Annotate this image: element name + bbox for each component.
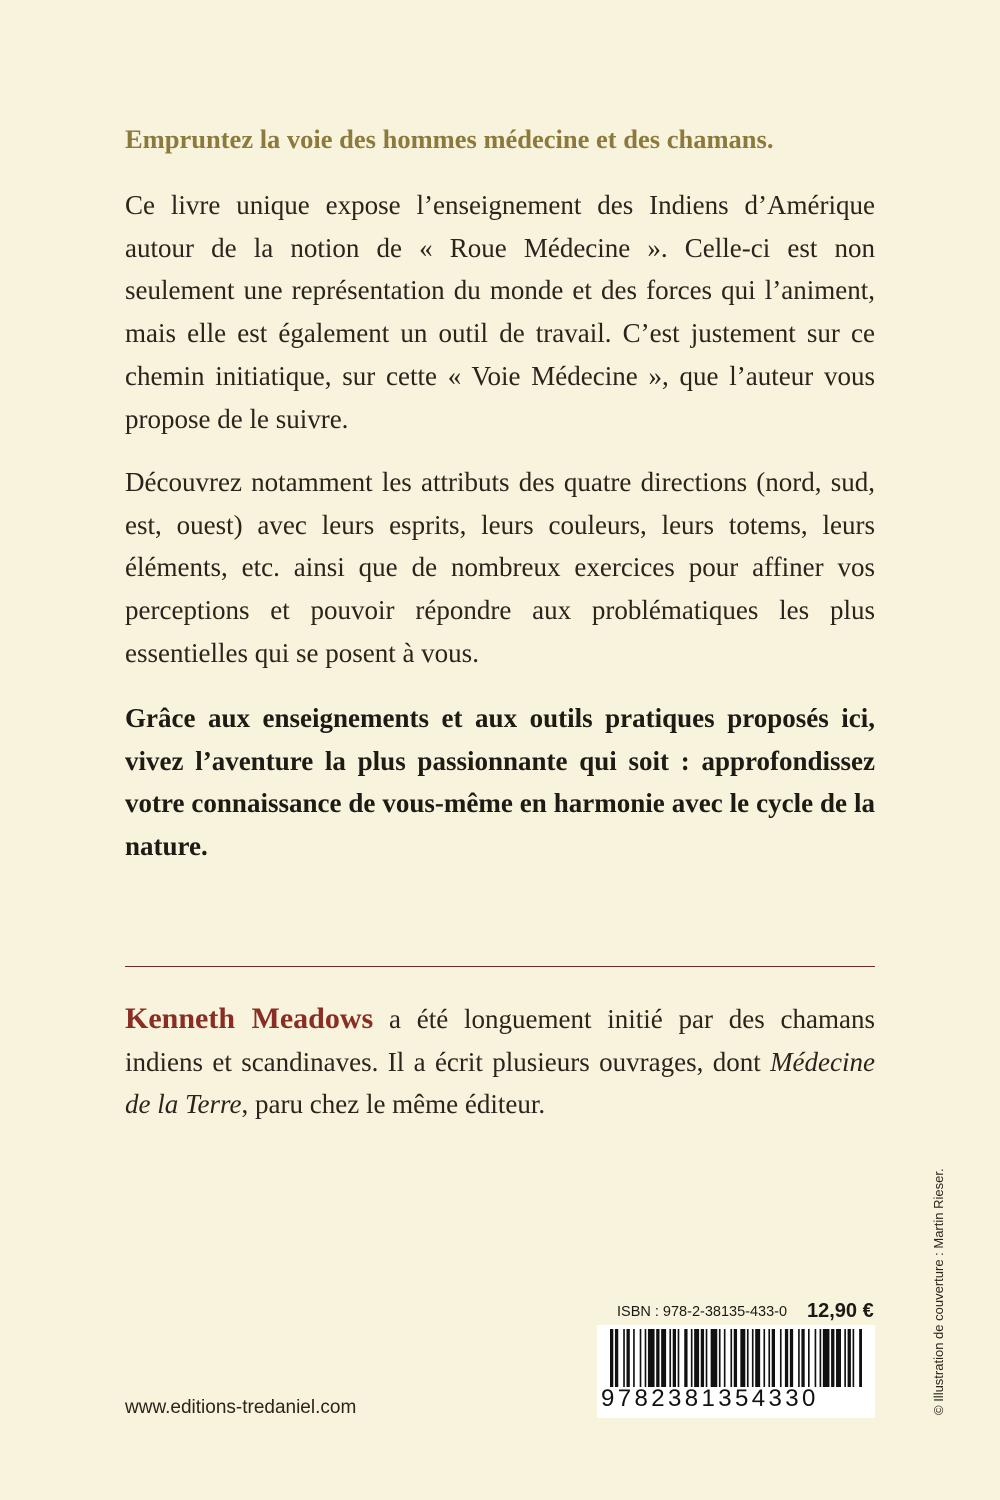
barcode-bars bbox=[610, 1329, 862, 1387]
description-paragraph-2: Découvrez notamment les attributs des quatre directions (nord, sud, est, ouest) avec leurs esprits, leurs couleurs, leurs totems, leurs éléments, etc. ainsi que de nombreux exercices pour affiner vos perceptions et pouvoir répondre aux problématiques les plus essentielles qui se posent à vous. bbox=[125, 467, 875, 668]
divider bbox=[125, 966, 875, 967]
cover-credit: © Illustration de couverture : Martin Rieser. bbox=[931, 1168, 946, 1415]
barcode-digits: 9782381354330 bbox=[601, 1385, 819, 1412]
author-name: Kenneth Meadows bbox=[125, 1002, 374, 1035]
book-title: Médecine de la Terre bbox=[125, 1046, 875, 1120]
barcode bbox=[597, 1325, 875, 1418]
publisher-website: www.editions-tredaniel.com bbox=[125, 1397, 357, 1418]
author-bio-text-2: , paru chez le même éditeur. bbox=[241, 1089, 546, 1120]
price: 12,90 € bbox=[807, 1300, 874, 1322]
tagline: Empruntez la voie des hommes médecine et des chamans. bbox=[125, 124, 774, 154]
author-bio bbox=[125, 998, 875, 1126]
description-paragraph-3: Grâce aux enseignements et aux outils pratiques proposés ici, vivez l’aventure la plus passionnante qui soit : approfondissez votre connaissance de vous-même en harmonie avec le cycle de la nature. bbox=[125, 703, 875, 862]
author-bio-text-1: a été longuement initié par des chamans indiens et scandinaves. Il a écrit plusieurs ouvrages, dont bbox=[125, 1004, 875, 1077]
description-paragraph-1: Ce livre unique expose l’enseignement des Indiens d’Amérique autour de la notion de « Roue Médecine ». Celle-ci est non seulement une représentation du monde et des forces qui l’animent, mais elle est également un outil de travail. C’est justement sur ce chemin initiatique, sur cette « Voie Médecine », que l’auteur vous propose de le suivre. bbox=[125, 190, 875, 434]
isbn: ISBN : 978-2-38135-433-0 bbox=[617, 1304, 788, 1320]
